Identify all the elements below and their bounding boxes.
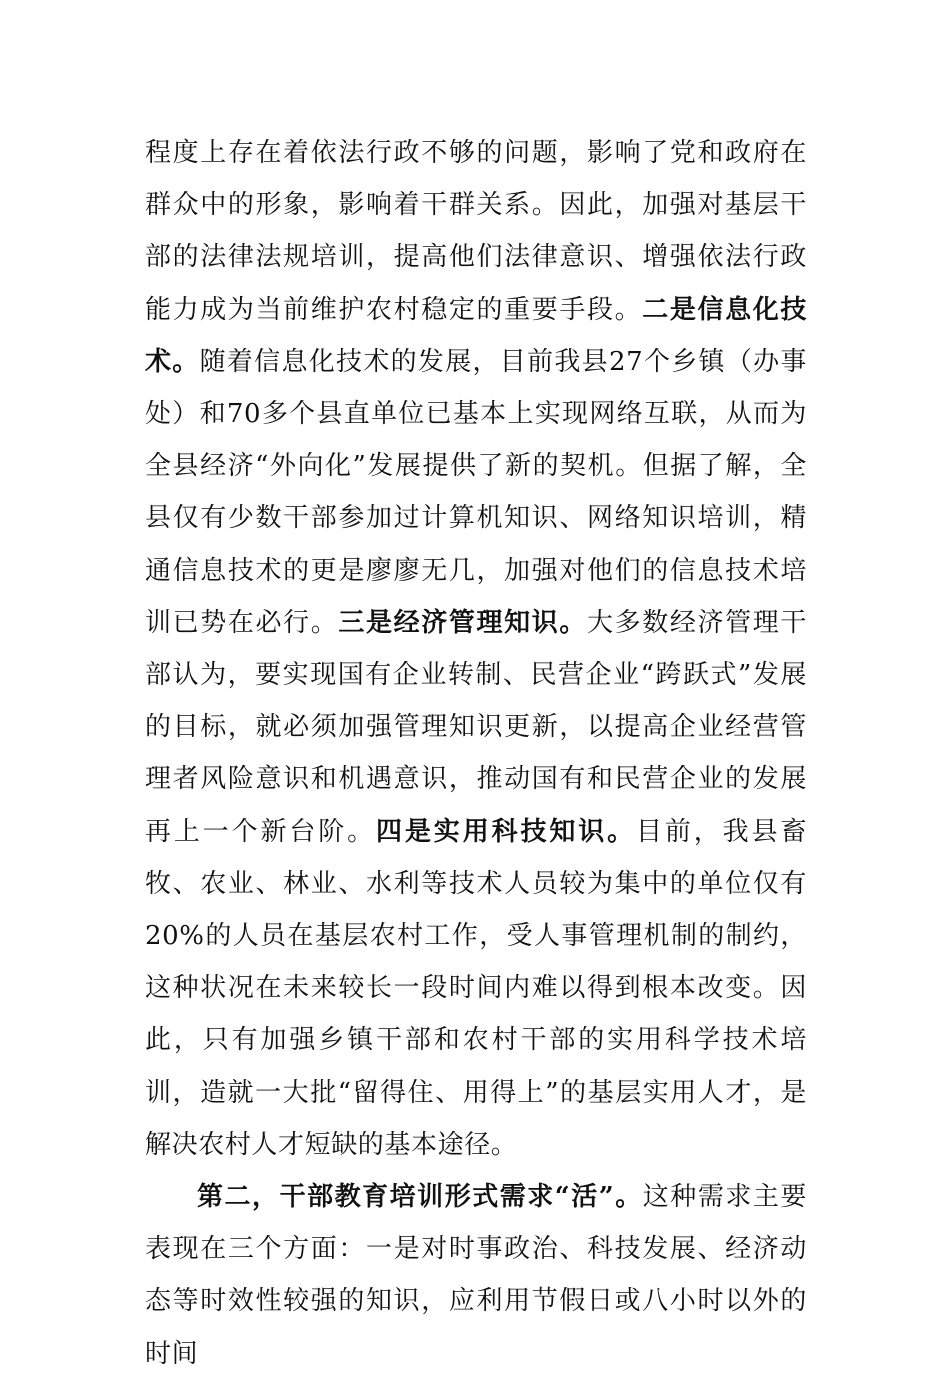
paragraph-2 <box>145 1171 807 1380</box>
bold-heading-4: 四是实用科技知识。 <box>376 816 636 847</box>
paragraph-1 <box>145 127 807 1171</box>
text-run: 大多数经济管理干部认为，要实现国有企业转制、民营企业“跨跃式”发展的目标，就必须加强管理知识更新，以提高企业经营管理者风险意识和机遇意识，推动国有和民营企业的发展再上一个新台阶。 <box>145 607 808 847</box>
document-page <box>145 127 807 1380</box>
bold-heading-3: 三是经济管理知识。 <box>338 607 588 638</box>
text-run: 这种需求主要表现在三个方面：一是对时事政治、科技发展、经济动态等时效性较强的知识，应利用节假日或八小时以外的时间 <box>145 1182 807 1369</box>
text-run: 程度上存在着依法行政不够的问题，影响了党和政府在群众中的形象，影响着干群关系。因此，加强对基层干部的法律法规培训，提高他们法律意识、增强依法行政能力成为当前维护农村稳定的重要手段。 <box>145 138 807 325</box>
section-heading-second: 第二，干部教育培训形式需求“活”。 <box>197 1182 643 1213</box>
text-run: 随着信息化技术的发展，目前我县27个乡镇（办事处）和70多个县直单位已基本上实现网络互联，从而为全县经济“外向化”发展提供了新的契机。但据了解，全县仅有少数干部参加过计算机知识、网络知识培训，精通信息技术的更是廖廖无几，加强对他们的信息技术培训已势在必行。 <box>145 346 808 638</box>
text-run: 目前，我县畜牧、农业、林业、水利等技术人员较为集中的单位仅有20%的人员在基层农村工作，受人事管理机制的制约，这种状况在未来较长一段时间内难以得到根本改变。因此，只有加强乡镇干部和农村干部的实用科学技术培训，造就一大批“留得住、用得上”的基层实用人才，是解决农村人才短缺的基本途径。 <box>145 816 807 1160</box>
bold-heading-2: 二是信息化技术。 <box>145 294 807 377</box>
